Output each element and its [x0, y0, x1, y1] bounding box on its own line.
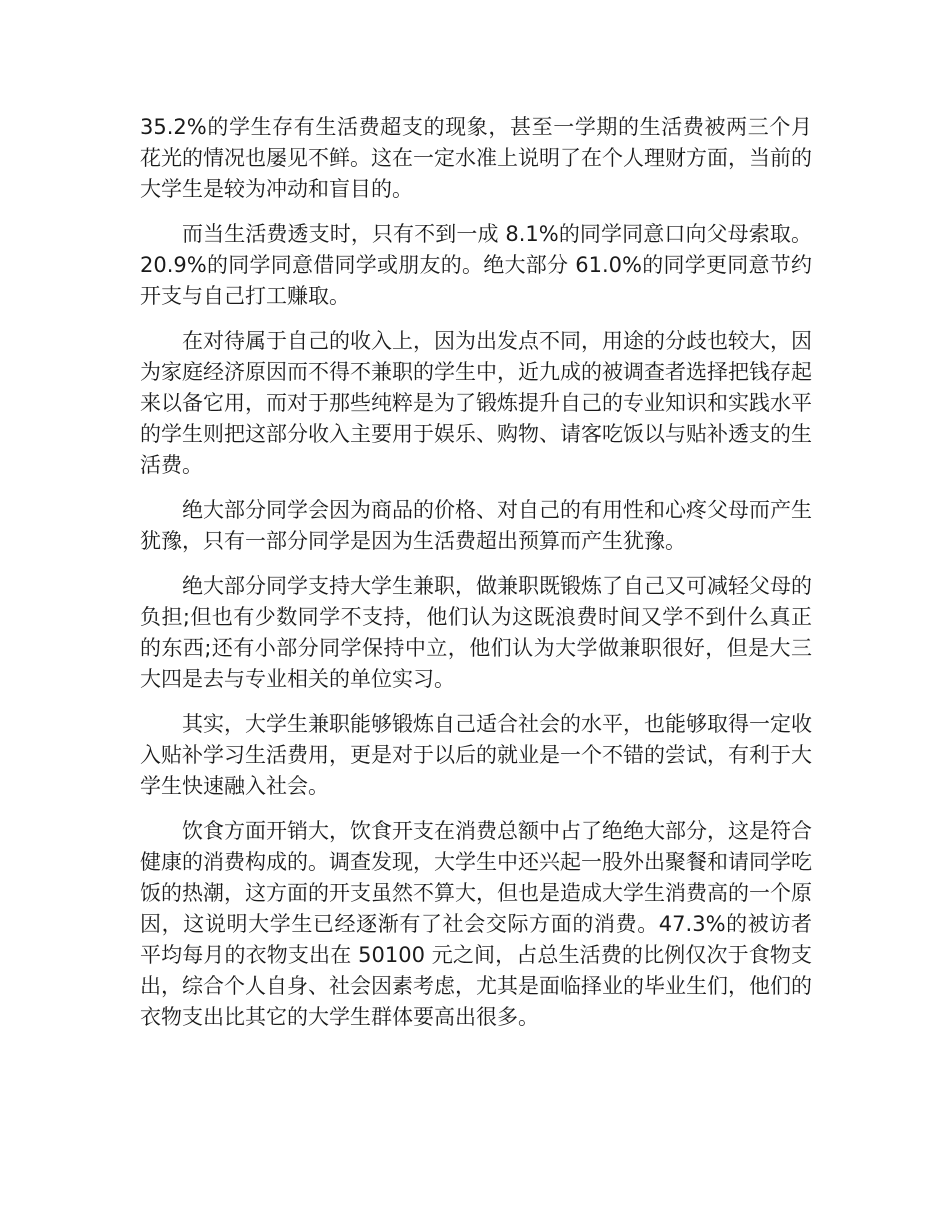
- paragraph-hesitation: 绝大部分同学会因为商品的价格、对自己的有用性和心疼父母而产生犹豫，只有一部分同学是因为生活费超出预算而产生犹豫。: [140, 498, 812, 553]
- paragraph-overdraft-response: 而当生活费透支时，只有不到一成 8.1%的同学同意口向父母索取。20.9%的同学同意借同学或朋友的。绝大部分 61.0%的同学更同意节约开支与自己打工赚取。: [140, 222, 812, 308]
- paragraph-part-time-support: 绝大部分同学支持大学生兼职，做兼职既锻炼了自己又可减轻父母的负担;但也有少数同学不支持，他们认为这既浪费时间又学不到什么真正的东西;还有小部分同学保持中立，他们认为大学做兼职很好，但是大三大四是去与专业相关的单位实习。: [140, 574, 812, 691]
- paragraph-income-usage: 在对待属于自己的收入上，因为出发点不同，用途的分歧也较大，因为家庭经济原因而不得不兼职的学生中，近九成的被调查者选择把钱存起来以备它用，而对于那些纯粹是为了锻炼提升自己的专业知识和实践水平的学生则把这部分收入主要用于娱乐、购物、请客吃饭以与贴补透支的生活费。: [140, 329, 812, 477]
- paragraph-food-clothing: 饮食方面开销大，饮食开支在消费总额中占了绝绝大部分，这是符合健康的消费构成的。调查发现，大学生中还兴起一股外出聚餐和请同学吃饭的热潮，这方面的开支虽然不算大，但也是造成大学生消费高的一个原因，这说明大学生已经逐渐有了社会交际方面的消费。47.3%的被访者平均每月的衣物支出在 50100 元之间，占总生活费的比例仅次于食物支出，综合个人自身、社会因素考虑，尤其是面临择业的毕业生们，他们的衣物支出比其它的大学生群体要高出很多。: [140, 819, 812, 1029]
- paragraph-part-time-benefits: 其实，大学生兼职能够锻炼自己适合社会的水平，也能够取得一定收入贴补学习生活费用，更是对于以后的就业是一个不错的尝试，有利于大学生快速融入社会。: [140, 712, 812, 798]
- paragraph-overspending: 35.2%的学生存有生活费超支的现象，甚至一学期的生活费被两三个月花光的情况也屡见不鲜。这在一定水准上说明了在个人理财方面，当前的大学生是较为冲动和盲目的。: [140, 115, 812, 201]
- document-page: [140, 112, 812, 1047]
